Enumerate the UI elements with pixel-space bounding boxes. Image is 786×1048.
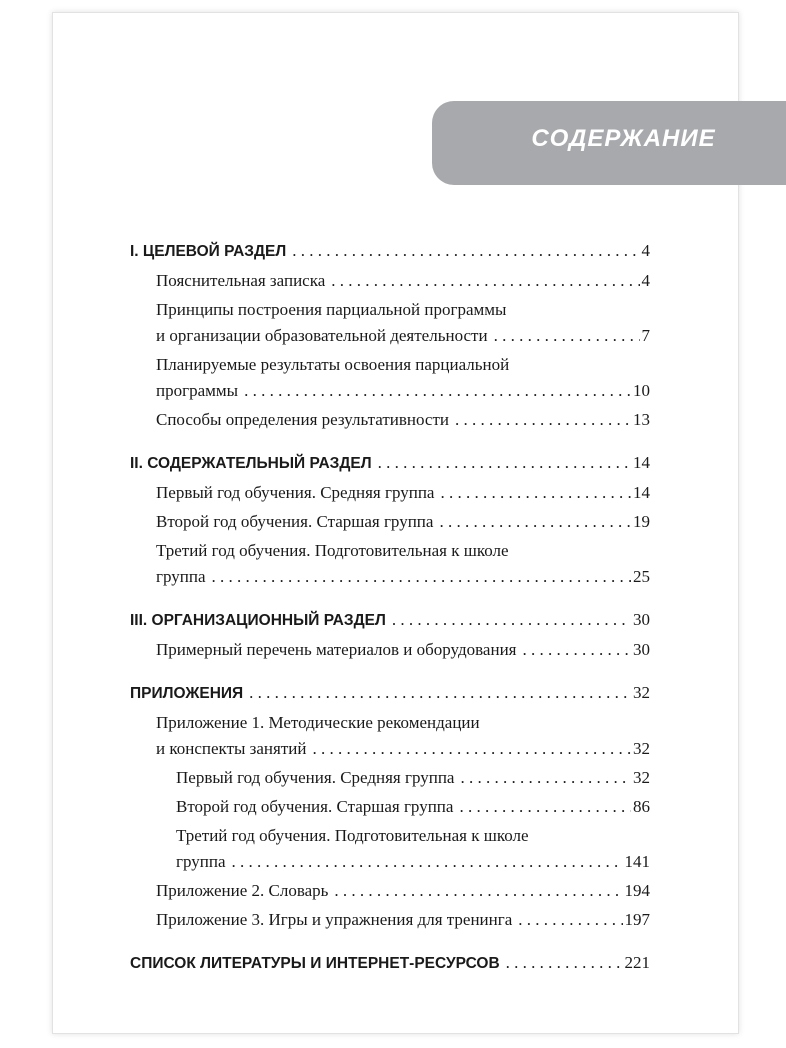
toc-section-3	[130, 607, 650, 634]
toc-page: 32	[633, 768, 650, 787]
toc-page: 32	[633, 683, 650, 702]
toc-section-5	[130, 950, 650, 977]
toc-item-2-3	[156, 564, 650, 590]
toc-title: Пояснительная записка	[156, 271, 326, 290]
toc-item-1-2	[156, 323, 650, 349]
dot-leader	[378, 450, 631, 476]
toc-page: 221	[624, 953, 650, 972]
toc-item-1-1	[156, 268, 650, 294]
dot-leader	[459, 794, 631, 820]
toc-title: и конспекты занятий	[156, 739, 307, 758]
toc-page: 86	[633, 797, 650, 816]
toc-title: СПИСОК ЛИТЕРАТУРЫ И ИНТЕРНЕТ-РЕСУРСОВ	[130, 955, 500, 972]
toc-item-1-2-line1: Принципы построения парциальной программы	[156, 300, 507, 319]
toc-item-1-4	[156, 407, 650, 433]
dot-leader	[506, 950, 623, 976]
toc-page: 7	[641, 326, 650, 345]
toc-title: Второй год обучения. Старшая группа	[176, 797, 454, 816]
dot-leader	[460, 765, 631, 791]
dot-leader	[494, 323, 640, 349]
toc-item-1-3	[156, 378, 650, 404]
toc-title: Способы определения результативности	[156, 410, 449, 429]
toc-title: группа	[176, 852, 226, 871]
dot-leader	[312, 736, 631, 762]
dot-leader	[440, 480, 631, 506]
toc-item-4-2	[156, 878, 650, 904]
dot-leader	[518, 907, 622, 933]
dot-leader	[439, 509, 631, 535]
toc-item-2-1	[156, 480, 650, 506]
toc-item-4-1-3	[176, 849, 650, 875]
toc-page: 13	[633, 410, 650, 429]
toc-title: Приложение 3. Игры и упражнения для тренинга	[156, 910, 513, 929]
toc-item-1-3-line1: Планируемые результаты освоения парциальной	[156, 355, 510, 374]
page-title: СОДЕРЖАНИЕ	[531, 125, 716, 152]
toc-title: Первый год обучения. Средняя группа	[176, 768, 455, 787]
dot-leader	[212, 564, 632, 590]
dot-leader	[244, 378, 631, 404]
toc-section-2	[130, 450, 650, 477]
toc-item-4-1-2	[176, 794, 650, 820]
toc-item-2-2	[156, 509, 650, 535]
toc-page: 25	[633, 567, 650, 586]
toc-page: 4	[641, 241, 650, 260]
toc-page: 14	[633, 483, 650, 502]
toc-page: 10	[633, 381, 650, 400]
toc-title: Приложение 2. Словарь	[156, 881, 329, 900]
toc-page: 141	[624, 852, 650, 871]
toc-item-4-1-line1: Приложение 1. Методические рекомендации	[156, 713, 480, 732]
toc-item-4-1	[156, 736, 650, 762]
toc-title: III. ОРГАНИЗАЦИОННЫЙ РАЗДЕЛ	[130, 612, 386, 629]
dot-leader	[334, 878, 622, 904]
toc-page: 19	[633, 512, 650, 531]
toc-item-2-3-line1: Третий год обучения. Подготовительная к школе	[156, 541, 509, 560]
toc-title: программы	[156, 381, 239, 400]
dot-leader	[523, 637, 632, 663]
toc-title: II. СОДЕРЖАТЕЛЬНЫЙ РАЗДЕЛ	[130, 455, 372, 472]
toc-title: Первый год обучения. Средняя группа	[156, 483, 435, 502]
contents-header-tab	[432, 101, 786, 185]
dot-leader	[392, 607, 631, 633]
toc-page: 30	[633, 640, 650, 659]
dot-leader	[232, 849, 623, 875]
toc-page: 14	[633, 453, 650, 472]
toc-item-4-1-3-line1: Третий год обучения. Подготовительная к школе	[176, 826, 529, 845]
toc-title: ПРИЛОЖЕНИЯ	[130, 685, 244, 702]
toc-page: 30	[633, 610, 650, 629]
toc-page: 4	[641, 271, 650, 290]
toc-item-3-1	[156, 637, 650, 663]
toc-section-4	[130, 680, 650, 707]
table-of-contents	[130, 238, 650, 977]
toc-item-4-3	[156, 907, 650, 933]
toc-page: 197	[624, 910, 650, 929]
toc-page: 32	[633, 739, 650, 758]
dot-leader	[292, 238, 639, 264]
toc-title: и организации образовательной деятельности	[156, 326, 488, 345]
dot-leader	[331, 268, 639, 294]
toc-title: Примерный перечень материалов и оборудования	[156, 640, 517, 659]
toc-section-1	[130, 238, 650, 265]
toc-page: 194	[624, 881, 650, 900]
dot-leader	[249, 680, 631, 706]
toc-title: Второй год обучения. Старшая группа	[156, 512, 434, 531]
dot-leader	[455, 407, 631, 433]
toc-item-4-1-1	[176, 765, 650, 791]
toc-title: I. ЦЕЛЕВОЙ РАЗДЕЛ	[130, 243, 287, 260]
toc-title: группа	[156, 567, 206, 586]
